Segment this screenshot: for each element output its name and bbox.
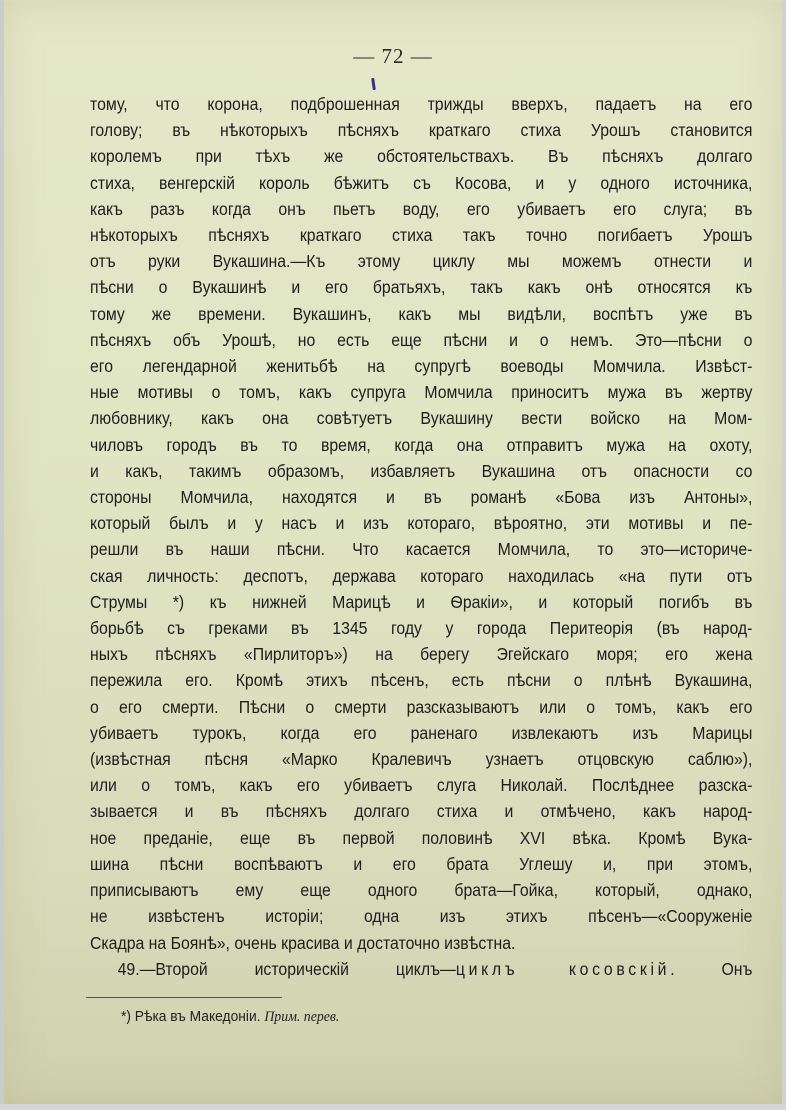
text-line: стороны Момчила, находятся и въ романѣ «Бова изъ Антоны», — [90, 487, 753, 508]
text-line: пѣсни о Вукашинѣ и его братьяхъ, такъ какъ онѣ относятся къ — [90, 277, 753, 298]
text-line: Струмы *) къ нижней Марицѣ и Ѳракіи», и который погибъ въ — [90, 591, 753, 612]
text-line: пѣсняхъ объ Урошѣ, но есть еще пѣсни и о немъ. Это—пѣсни о — [90, 329, 753, 350]
text-line: убиваетъ турокъ, когда его раненаго извлекаютъ изъ Марицы — [90, 722, 753, 743]
text-line: ныхъ пѣсняхъ «Пирлиторъ») на берегу Эгейскаго моря; его жена — [90, 644, 753, 665]
text-line: о его смерти. Пѣсни о смерти разсказываютъ или о томъ, какъ его — [90, 696, 753, 717]
section-spaced-term: циклъ косовскій — [455, 958, 671, 979]
text-line: (извѣстная пѣсня «Марко Кралевичъ узнаетъ отцовскую саблю»), — [90, 749, 753, 770]
text-line: который былъ и у насъ и изъ котораго, вѣроятно, эти мотивы и пе- — [90, 513, 753, 534]
text-line: и какъ, такимъ образомъ, избавляетъ Вукашина отъ опасности со — [90, 460, 753, 481]
text-line: отъ руки Вукашина.—Къ этому циклу мы можемъ отнести и — [90, 251, 753, 272]
text-line: тому, что корона, подброшенная трижды вверхъ, падаетъ на его — [90, 94, 753, 114]
text-line: ская личность: деспотъ, держава котораго находилась «на пути отъ — [90, 565, 753, 586]
text-line: ные мотивы о томъ, какъ супруга Момчила приноситъ мужа въ жертву — [90, 382, 753, 403]
text-line: тому же времени. Вукашинъ, какъ мы видѣли, воспѣтъ уже въ — [90, 303, 753, 324]
text-line: приписываютъ ему еще одного брата—Гойка, который, однако, — [90, 880, 753, 901]
text-line: борьбѣ съ греками въ 1345 году у города Перитеорія (въ народ- — [90, 618, 753, 639]
scan-edge-bottom — [0, 1104, 786, 1110]
text-line: пережила его. Кромѣ этихъ пѣсенъ, есть пѣсни о плѣнѣ Вукашина, — [90, 670, 753, 691]
scan-edge-right — [782, 0, 786, 1110]
text-line: ное преданіе, еще въ первой половинѣ XVI вѣка. Кромѣ Вука- — [90, 827, 753, 848]
footnote-divider — [86, 997, 282, 998]
text-line: зывается и въ пѣсняхъ долгаго стиха и отмѣчено, какъ народ- — [90, 801, 753, 822]
section-suffix: . Онъ — [670, 958, 753, 979]
text-line: чиловъ городъ въ то время, когда она отправитъ мужа на охоту, — [90, 434, 753, 455]
text-line: его легендарной женитьбѣ на супругѣ воеводы Момчила. Извѣст- — [90, 356, 753, 377]
section-prefix: 49.—Второй историческій циклъ— — [117, 958, 456, 979]
text-line-paragraph-end: Скадра на Боянѣ», очень красива и достаточно извѣстна. — [90, 932, 516, 953]
text-line: решли въ наши пѣсни. Что касается Момчила, то это—историче- — [90, 539, 753, 560]
text-line: или о томъ, какъ его убиваетъ слуга Николай. Послѣднее разска- — [90, 775, 753, 796]
section-heading-line — [90, 956, 752, 982]
text-line: какъ разъ когда онъ пьетъ воду, его убиваетъ его слуга; въ — [90, 198, 753, 219]
body-text — [90, 91, 753, 982]
footnote — [121, 1008, 339, 1026]
text-line: шина пѣсни воспѣваютъ и его брата Углешу и, при этомъ, — [90, 853, 753, 874]
text-line: не извѣстенъ исторіи; одна изъ этихъ пѣсенъ—«Сооруженіе — [90, 906, 753, 927]
page-number: — 72 — — [353, 44, 433, 68]
footnote-translator-note: Прим. перев. — [264, 1009, 340, 1025]
text-line: голову; въ нѣкоторыхъ пѣсняхъ краткаго стиха Урошъ становится — [90, 120, 753, 141]
text-line: любовнику, какъ она совѣтуетъ Вукашину вести войско на Мом- — [90, 408, 753, 429]
text-line: стиха, венгерскій король бѣжитъ съ Косова, и у одного источника, — [90, 172, 753, 193]
text-line: нѣкоторыхъ пѣсняхъ краткаго стиха такъ точно погибаетъ Урошъ — [90, 225, 753, 246]
footnote-text: *) Рѣка въ Македоніи. — [121, 1008, 261, 1025]
text-line: королемъ при тѣхъ же обстоятельствахъ. Въ пѣсняхъ долгаго — [90, 146, 753, 167]
